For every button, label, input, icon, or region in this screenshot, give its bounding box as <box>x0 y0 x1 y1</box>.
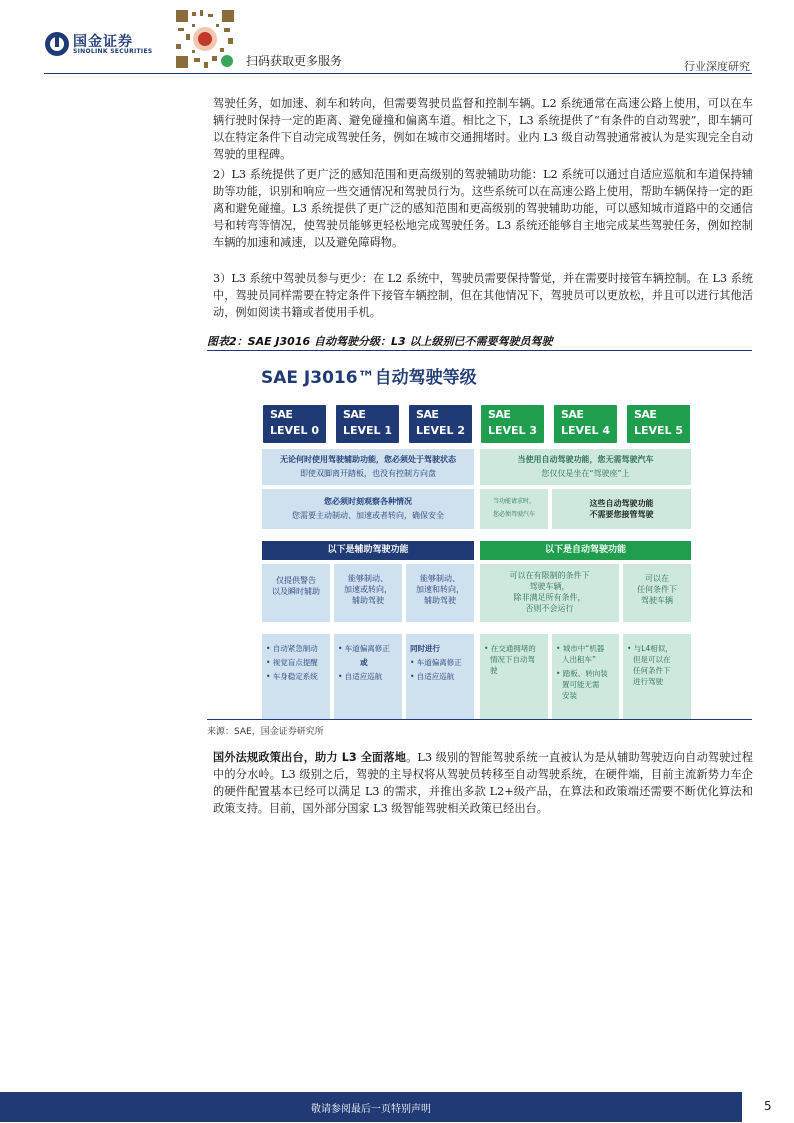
driver-required-note: 即使双脚离开踏板，也没有控制方向盘 <box>300 469 436 478</box>
level-4-examples: • 城市中“机器 人出租车” • 踏板、转向装 置可能无需 安装 <box>552 634 619 719</box>
level-3-badge: SAE LEVEL 3 <box>481 405 544 443</box>
level-5-badge: SAE LEVEL 5 <box>627 405 690 443</box>
footer-disclaimer: 敬请参阅最后一页特别声明 <box>311 1104 431 1115</box>
level-0-examples: • 自动紧急制动 • 视觉盲点提醒 • 车身稳定系统 <box>262 634 330 719</box>
takeover-line-1: 当功能请求时， <box>492 498 535 505</box>
level-0-badge: SAE LEVEL 0 <box>263 405 326 443</box>
level-1-examples: • 车道偏离修正 或 • 自适应巡航 <box>334 634 402 719</box>
qr-code-icon[interactable] <box>172 6 238 72</box>
auto-band: 以下是自动驾驶功能 <box>480 541 691 560</box>
level-4-badge: SAE LEVEL 4 <box>554 405 617 443</box>
level-3-4-desc: 可以在有限制的条件下 驾驶车辆， 除非满足所有条件， 否则不会运行 <box>480 564 619 622</box>
paragraph-3: 3）L3 系统中驾驶员参与更少：在 L2 系统中，驾驶员需要保持警觉，并在需要时接管车辆控制。在 L3 系统中，驾驶员同样需要在特定条件下接管车辆控制，但在其他情况下，驾驶员可以更放松，并且可以进行其他活动，例如阅读书籍或者使用手机。 <box>213 272 753 319</box>
takeover-panel <box>480 489 548 529</box>
level-2-examples: 同时进行 • 车道偏离修正 • 自适应巡航 <box>406 634 474 719</box>
figure-divider <box>207 350 752 351</box>
level-2-badge: SAE LEVEL 2 <box>409 405 472 443</box>
chart-title: SAE J3016™自动驾驶等级 <box>261 368 477 388</box>
auto-function-panel <box>552 489 691 529</box>
figure-bottom-divider <box>207 719 752 720</box>
auto-function-line-1: 这些自动驾驶功能 <box>589 499 654 508</box>
paragraph-4 <box>213 749 753 817</box>
level-1-badge: SAE LEVEL 1 <box>336 405 399 443</box>
no-driver-panel <box>480 449 691 485</box>
level-1-desc: 能够制动、 加速或转向， 辅助驾驶 <box>334 564 402 622</box>
level-2-desc: 能够制动、 加速和转向， 辅助驾驶 <box>406 564 474 622</box>
driver-required-heading: 无论何时使用驾驶辅助功能，您必须处于驾驶状态 <box>280 455 456 464</box>
monitor-note: 您需要主动制动、加速或者转向，确保安全 <box>292 511 444 520</box>
auto-function-line-2: 不需要您接管驾驶 <box>589 510 654 519</box>
report-category: 行业深度研究 <box>684 60 750 73</box>
no-driver-heading: 当使用自动驾驶功能，您无需驾驶汽车 <box>517 455 654 464</box>
paragraph-2: 2）L3 系统提供了更广泛的感知范围和更高级别的驾驶辅助功能：L2 系统可以通过自适应巡航和车道保持辅助等功能，识别和响应一些交通情况和驾驶员行为。这些系统可以在高速公路上使用，帮助车辆保持一定的距离和避免碰撞。L3 系统提供了更广泛的感知范围和更高级别的驾驶辅助功能，可以感知城市道路中的交通信号和转弯等情况，使驾驶员能够更轻松地完成驾驶任务。L3 系统还能够自主地完成某些驾驶任务，例如控制车辆的加速和减速，以及避免障碍物。 <box>213 168 753 249</box>
level-5-examples: • 与L4相似， 但是可以在 任何条件下 进行驾驶 <box>623 634 691 719</box>
level-0-desc: 仅提供警告 以及瞬时辅助 <box>262 564 330 622</box>
page-number: 5 <box>764 1099 772 1113</box>
header-divider <box>44 73 752 74</box>
qr-caption: 扫码获取更多服务 <box>246 54 343 68</box>
paragraph-4-heading: 国外法规政策出台，助力 L3 全面落地 <box>213 751 407 764</box>
company-name-en: SINOLINK SECURITIES <box>73 48 153 55</box>
figure-source: 来源：SAE，国金证券研究所 <box>207 727 324 737</box>
figure-title: 图表2：SAE J3016 自动驾驶分级：L3 以上级别已不需要驾驶员驾驶 <box>207 335 553 348</box>
paragraph-4-body: 。L3 级别的智能驾驶系统一直被认为是从辅助驾驶迈向自动驾驶过程中的分水岭。L3 级别之后，驾驶的主导权将从驾驶员转移至自动驾驶系统，在硬件端，目前主流新势力车企的硬件配置基本已经可以满足 L3 的需求，并推出多款 L2+级产品，在算法和政策端还需要不断优化算法和政策支持。目前，国外部分国家 L3 级智能驾驶相关政策已经出台。 <box>213 751 753 815</box>
company-name: 国金证券 <box>73 34 133 50</box>
driver-required-panel <box>262 449 474 485</box>
no-driver-note: 您仅仅是坐在“驾驶座”上 <box>541 469 630 478</box>
monitor-panel <box>262 489 474 529</box>
monitor-heading: 您必须时刻观察各种情况 <box>324 497 412 506</box>
sinolink-logo-icon <box>44 31 70 57</box>
assist-band: 以下是辅助驾驶功能 <box>262 541 474 560</box>
level-3-examples: • 在交通拥堵的 情况下自动驾 驶 <box>480 634 548 719</box>
takeover-line-2: 您必须驾驶汽车 <box>492 511 535 518</box>
level-5-desc: 可以在 任何条件下 驾驶车辆 <box>623 564 691 622</box>
paragraph-1: 驾驶任务，如加速、刹车和转向，但需要驾驶员监督和控制车辆。L2 系统通常在高速公路上使用，可以在车辆行驶时保持一定的距离、避免碰撞和偏离车道。相比之下，L3 系统提供了“有条件的自动驾驶”，即车辆可以在特定条件下自动完成驾驶任务，例如在城市交通拥堵时。业内 L3 级自动驾驶通常被认为是实现完全自动驾驶的里程碑。 <box>213 97 753 161</box>
